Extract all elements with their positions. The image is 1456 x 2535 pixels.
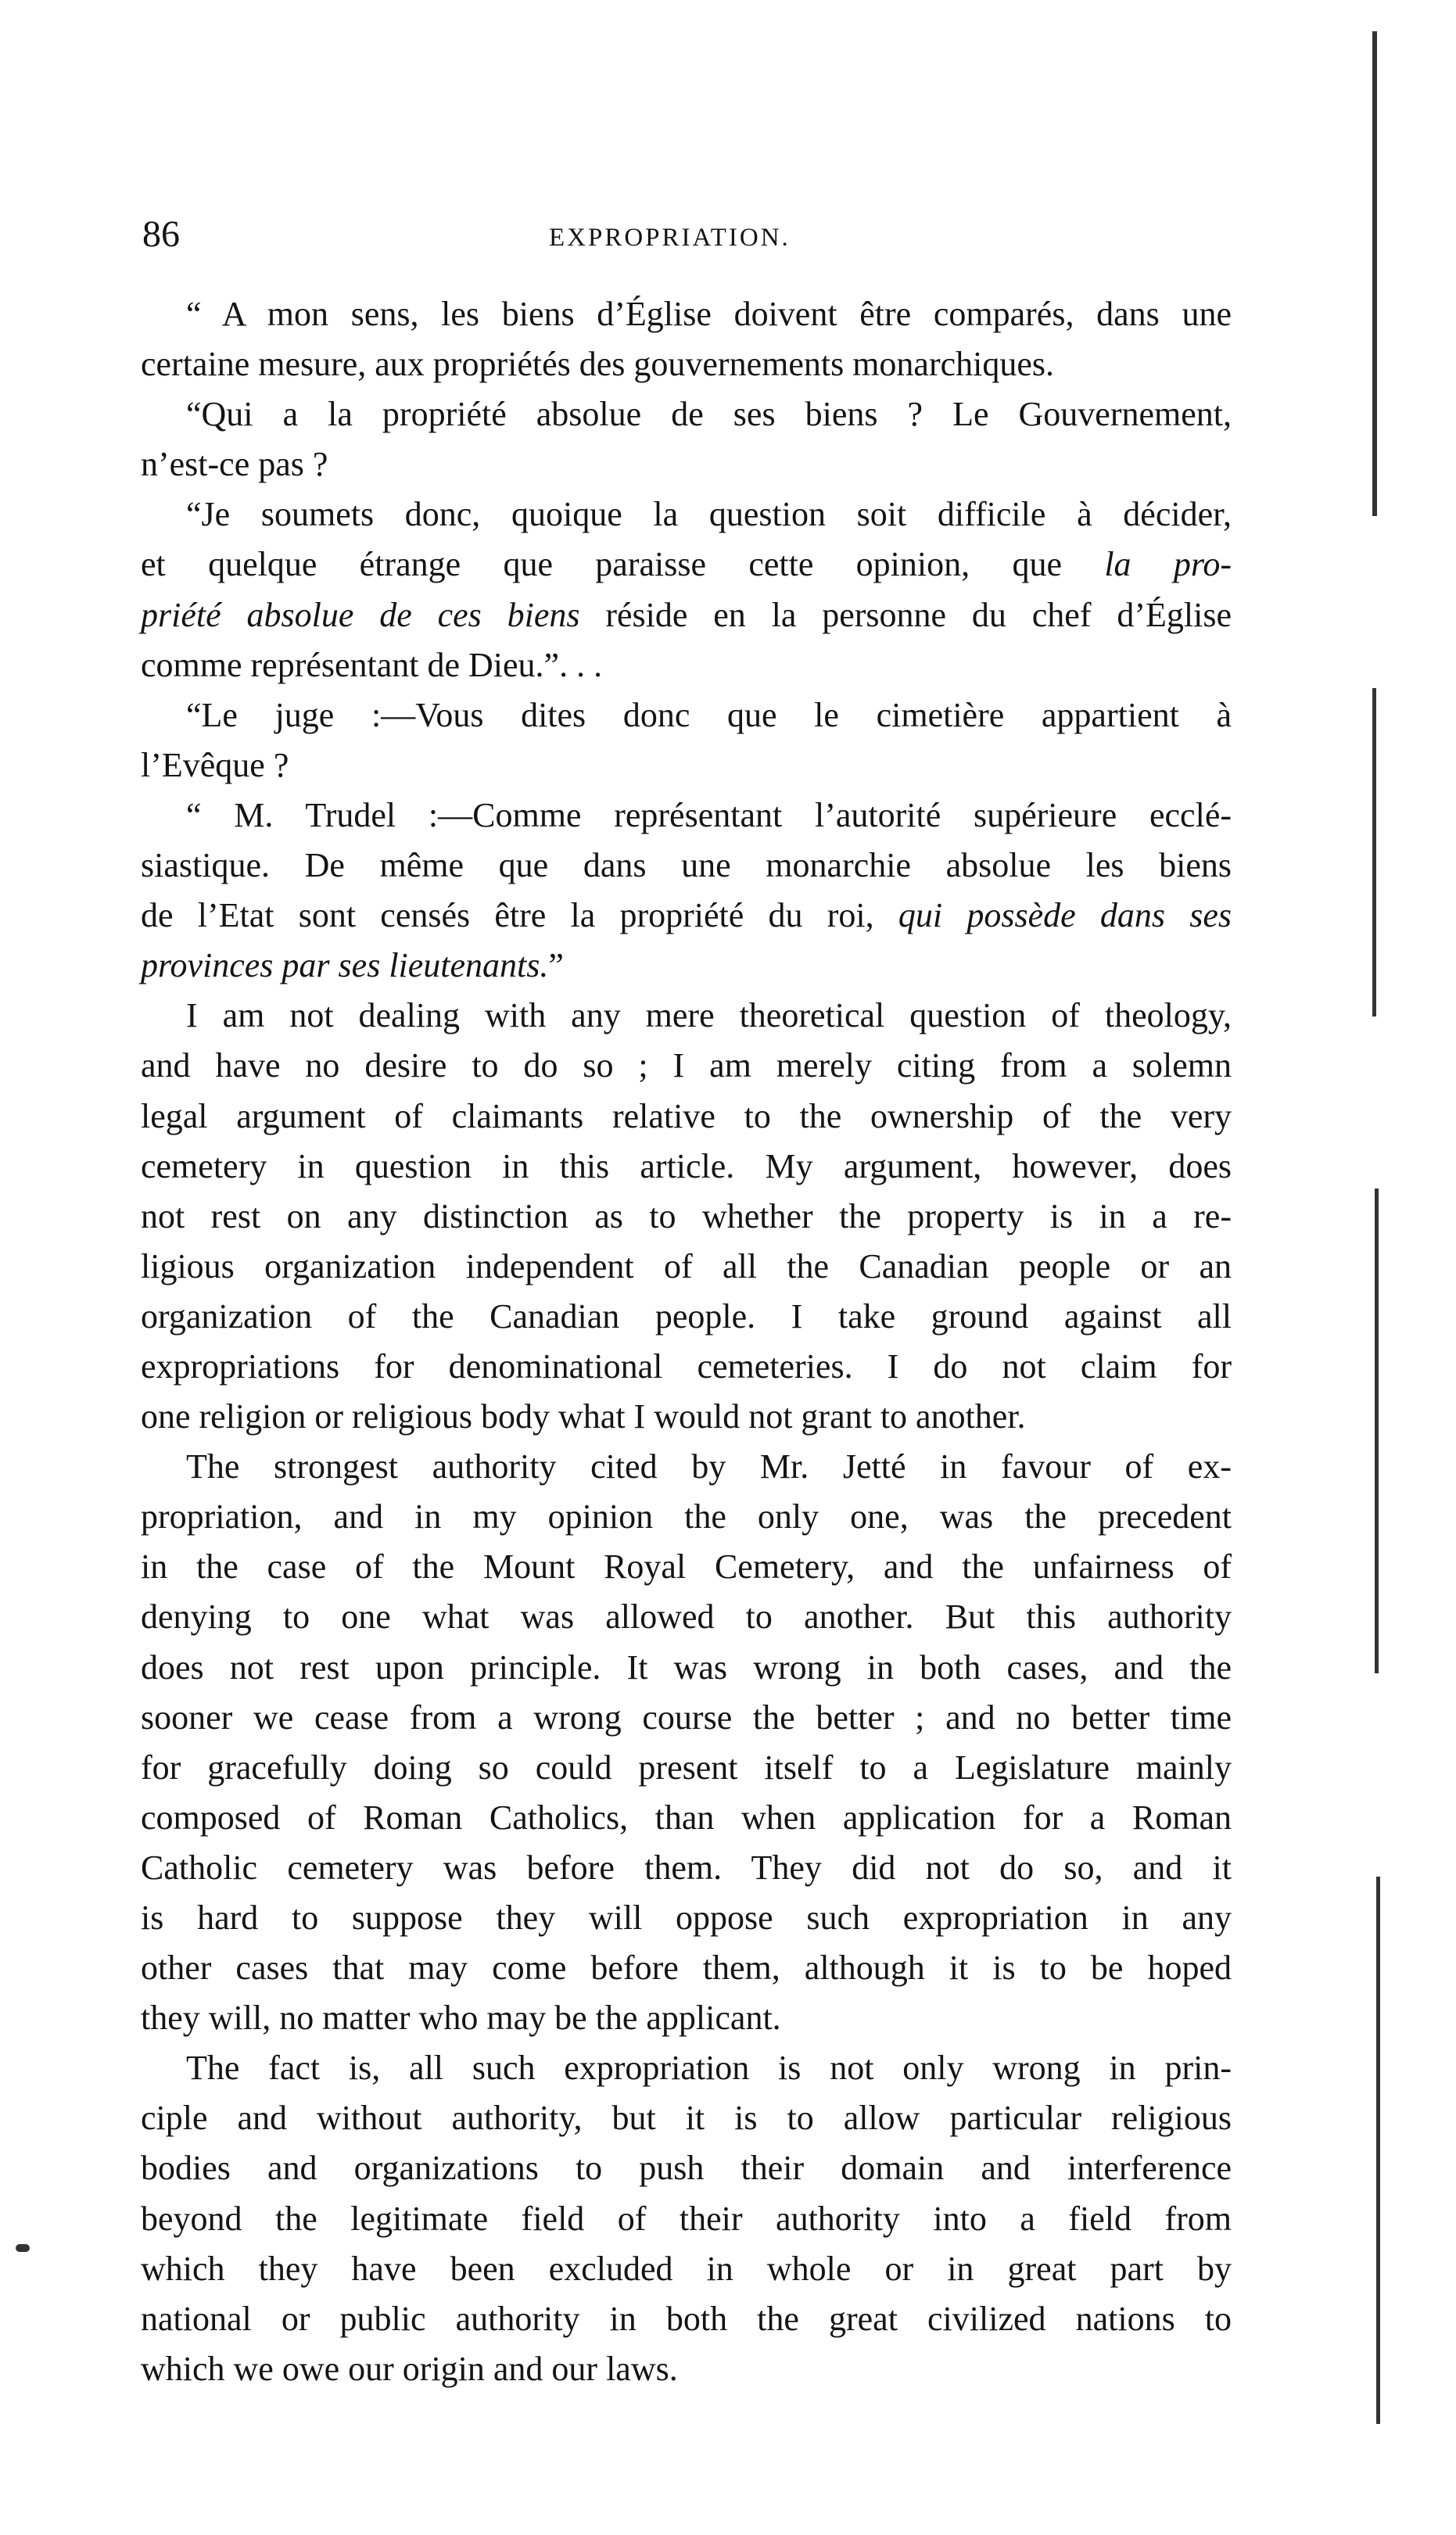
running-title: EXPROPRIATION. [549, 224, 791, 252]
paragraph [141, 791, 1232, 991]
text-run: comme représentant de Dieu.”. . . [141, 645, 603, 684]
text-run: denying to one what was allowed to another. But this authority [141, 1597, 1232, 1637]
text-line [141, 2093, 1232, 2143]
scan-mark [1376, 1877, 1380, 2424]
text-run: they will, no matter who may be the applicant. [141, 1999, 781, 2038]
text-run: is hard to suppose they will oppose such expropriation in any [141, 1899, 1232, 1937]
text-line [141, 1793, 1232, 1843]
text-run: and have no desire to do so ; I am merely citing from a solemn [141, 1046, 1232, 1085]
text-run: siastique. De même que dans une monarchie absolue les biens [141, 846, 1232, 885]
text-run: bodies and organizations to push their domain and interference [141, 2149, 1232, 2188]
italic-text-run: qui possède dans ses [898, 896, 1232, 935]
text-run: “Qui a la propriété absolue de ses biens ? Le Gouvernement, [186, 395, 1232, 434]
text-line [141, 2344, 1232, 2394]
text-run: “Je soumets donc, quoique la question soit difficile à décider, [186, 495, 1232, 534]
scan-mark [1372, 688, 1376, 1017]
text-run: other cases that may come before them, although it is to be hoped [141, 1949, 1232, 1988]
text-line [141, 740, 1232, 791]
paragraph [141, 389, 1232, 489]
text-line [141, 791, 1232, 841]
text-run: organization of the Canadian people. I take ground against all [141, 1296, 1232, 1336]
text-line [141, 1041, 1232, 1091]
text-line [141, 1492, 1232, 1542]
text-run: The strongest authority cited by Mr. Jetté in favour of ex- [186, 1447, 1232, 1486]
text-run: expropriations for denominational cemeteries. I do not claim for [141, 1346, 1232, 1386]
text-line [141, 690, 1232, 740]
text-run: beyond the legitimate field of their authority into a field from [141, 2199, 1232, 2238]
text-line [141, 991, 1232, 1041]
text-run: ligious organization independent of all the Canadian people or an [141, 1246, 1232, 1285]
italic-text-run: priété absolue de ces biens [141, 595, 580, 634]
text-run: “ M. Trudel :—Comme représentant l’autorité supérieure ecclé- [186, 795, 1232, 834]
text-run: propriation, and in my opinion the only one, was the precedent [141, 1497, 1232, 1536]
text-line [141, 1542, 1232, 1592]
text-line [141, 1342, 1232, 1392]
text-run: et quelque étrange que paraisse cette opinion, que [141, 545, 1105, 584]
text-line [141, 640, 1232, 690]
text-line [141, 389, 1232, 439]
text-run: sooner we cease from a wrong course the better ; and no better time [141, 1698, 1232, 1737]
text-line [141, 1943, 1232, 1993]
text-run: I am not dealing with any mere theoretical question of theology, [186, 996, 1232, 1035]
text-line [141, 1743, 1232, 1793]
text-line [141, 2194, 1232, 2244]
page-number: 86 [142, 213, 180, 255]
text-line [141, 1993, 1232, 2043]
text-line [141, 2244, 1232, 2294]
scan-mark [1372, 31, 1377, 516]
text-line [141, 1092, 1232, 1142]
paragraph [141, 991, 1232, 1442]
text-line [141, 1292, 1232, 1342]
text-line [141, 1693, 1232, 1743]
text-line [141, 891, 1232, 941]
text-run: l’Evêque ? [141, 745, 289, 784]
text-run: “Le juge :—Vous dites donc que le cimetière appartient à [186, 695, 1232, 734]
text-line [141, 2143, 1232, 2193]
paragraph [141, 1442, 1232, 2043]
text-run: cemetery in question in this article. My argument, however, does [141, 1146, 1232, 1185]
text-run: certaine mesure, aux propriétés des gouvernements monarchiques. [141, 345, 1055, 384]
paragraph [141, 289, 1232, 389]
text-line [141, 339, 1232, 389]
text-line [141, 489, 1232, 540]
text-run: The fact is, all such expropriation is not only wrong in prin- [186, 2049, 1232, 2088]
scan-mark [1375, 1189, 1379, 1673]
text-line [141, 941, 1232, 991]
text-line [141, 1893, 1232, 1943]
scan-mark [16, 2244, 30, 2252]
text-run: legal argument of claimants relative to the ownership of the very [141, 1096, 1232, 1135]
text-run: Catholic cemetery was before them. They did not do so, and it [141, 1848, 1232, 1887]
text-line [141, 1643, 1232, 1693]
text-run: “ A mon sens, les biens d’Église doivent être comparés, dans une [186, 295, 1232, 333]
page-header [142, 213, 1229, 260]
text-line [141, 841, 1232, 891]
text-line [141, 1592, 1232, 1642]
text-run: ” [548, 946, 564, 985]
text-line [141, 289, 1232, 339]
text-run: n’est-ce pas ? [141, 445, 328, 484]
text-run: composed of Roman Catholics, than when application for a Roman [141, 1798, 1232, 1837]
text-line [141, 2043, 1232, 2093]
text-line [141, 1192, 1232, 1242]
text-run: not rest on any distinction as to whether the property is in a re- [141, 1196, 1232, 1235]
italic-text-run: provinces par ses lieutenants. [141, 946, 549, 985]
text-run: réside en la personne du chef d’Église [579, 595, 1232, 634]
text-line [141, 1392, 1232, 1442]
text-run: national or public authority in both the great civilized nations to [141, 2299, 1232, 2338]
text-run: de l’Etat sont censés être la propriété du roi, [141, 896, 898, 935]
text-line [141, 590, 1232, 640]
text-line [141, 1142, 1232, 1192]
paragraph [141, 2043, 1232, 2394]
text-line [141, 1442, 1232, 1492]
text-line [141, 1242, 1232, 1292]
text-line [141, 439, 1232, 489]
text-run: which they have been excluded in whole or in great part by [141, 2249, 1232, 2288]
text-run: for gracefully doing so could present itself to a Legislature mainly [141, 1748, 1232, 1787]
body-text [141, 289, 1232, 2394]
text-run: one religion or religious body what I would not grant to another. [141, 1397, 1026, 1436]
paragraph [141, 690, 1232, 791]
text-line [141, 2294, 1232, 2344]
text-line [141, 540, 1232, 590]
italic-text-run: la pro- [1104, 545, 1232, 584]
text-line [141, 1843, 1232, 1893]
text-run: ciple and without authority, but it is to allow particular religious [141, 2099, 1232, 2138]
text-run: does not rest upon principle. It was wrong in both cases, and the [141, 1648, 1232, 1687]
text-run: which we owe our origin and our laws. [141, 2349, 678, 2388]
text-run: in the case of the Mount Royal Cemetery, and the unfairness of [141, 1547, 1232, 1587]
paragraph [141, 489, 1232, 690]
